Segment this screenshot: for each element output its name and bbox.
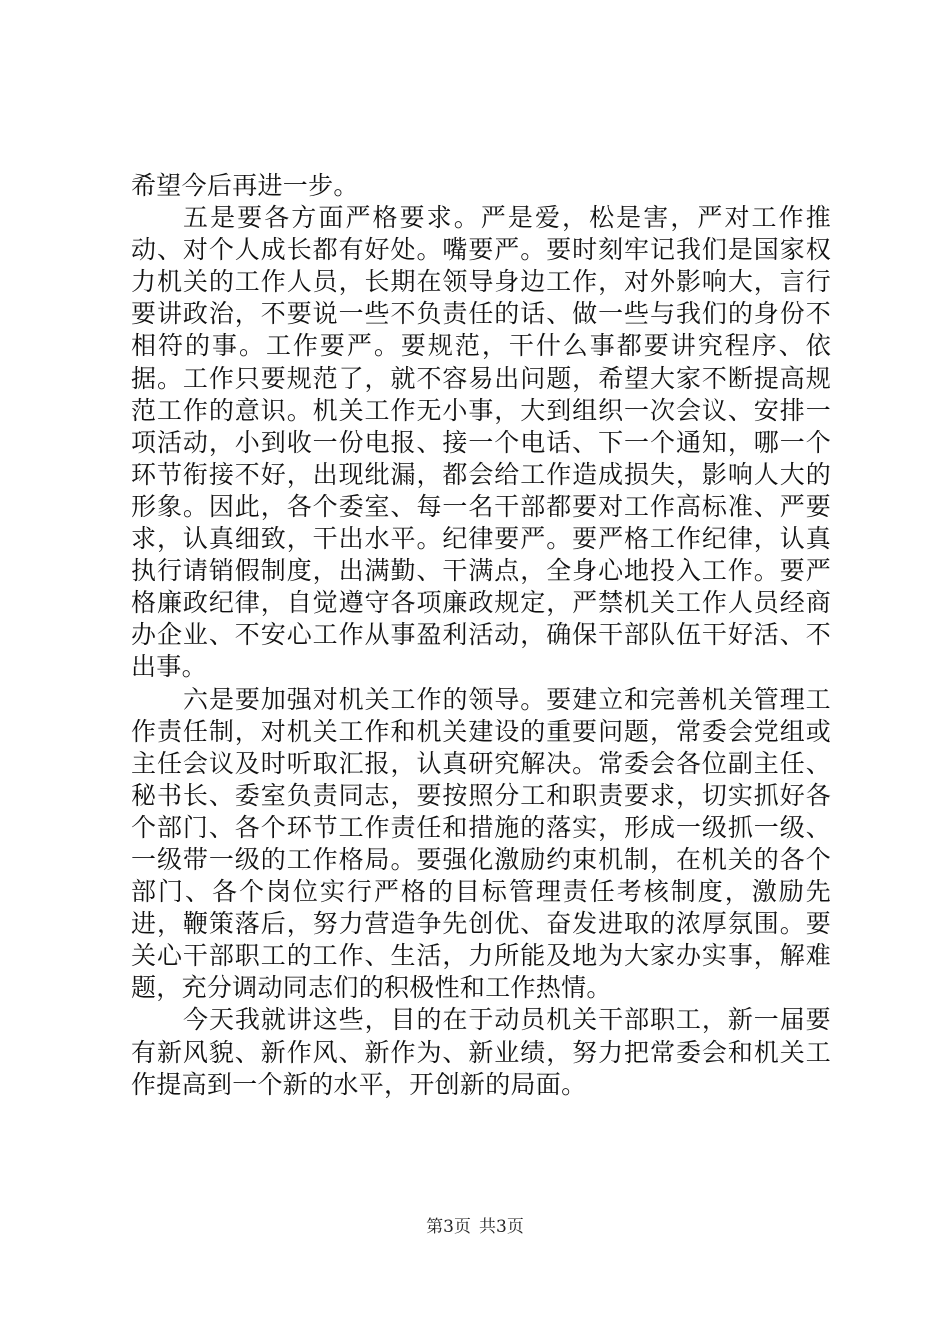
paragraph-1: 希望今后再进一步。: [131, 171, 359, 200]
page-footer: [0, 1216, 950, 1238]
paragraph-3: 六是要加强对机关工作的领导。要建立和完善机关管理工作责任制，对机关工作和机关建设的重要问题，常委会党组或主任会议及时听取汇报，认真研究解决。常委会各位副主任、秘书长、委室负责同志，要按照分工和职责要求，切实抓好各个部门、各个环节工作责任和措施的落实，形成一级抓一级、一级带一级的工作格局。要强化激励约束机制，在机关的各个部门、各个岗位实行严格的目标管理责任考核制度，激励先进，鞭策落后，努力营造争先创优、奋发进取的浓厚氛围。要关心干部职工的工作、生活，力所能及地为大家办实事，解难题，充分调动同志们的积极性和工作热情。: [131, 684, 831, 1003]
page-total: 共3页: [479, 1217, 524, 1237]
paragraph-2: 五是要各方面严格要求。严是爱，松是害，严对工作推动、对个人成长都有好处。嘴要严。要时刻牢记我们是国家权力机关的工作人员，长期在领导身边工作，对外影响大，言行要讲政治，不要说一些不负责任的话、做一些与我们的身份不相符的事。工作要严。要规范，干什么事都要讲究程序、依据。工作只要规范了，就不容易出问题，希望大家不断提高规范工作的意识。机关工作无小事，大到组织一次会议、安排一项活动，小到收一份电报、接一个电话、下一个通知，哪一个环节衔接不好，出现纰漏，都会给工作造成损失，影响人大的形象。因此，各个委室、每一名干部都要对工作高标准、严要求，认真细致，干出水平。纪律要严。要严格工作纪律，认真执行请销假制度，出满勤、干满点，全身心地投入工作。要严格廉政纪律，自觉遵守各项廉政规定，严禁机关工作人员经商办企业、不安心工作从事盈利活动，确保干部队伍干好活、不出事。: [131, 203, 831, 682]
page-number: 第3页: [426, 1217, 471, 1237]
paragraph-4: 今天我就讲这些，目的在于动员机关干部职工，新一届要有新风貌、新作风、新作为、新业绩，努力把常委会和机关工作提高到一个新的水平，开创新的局面。: [131, 1005, 831, 1099]
document-body: [131, 170, 831, 1101]
